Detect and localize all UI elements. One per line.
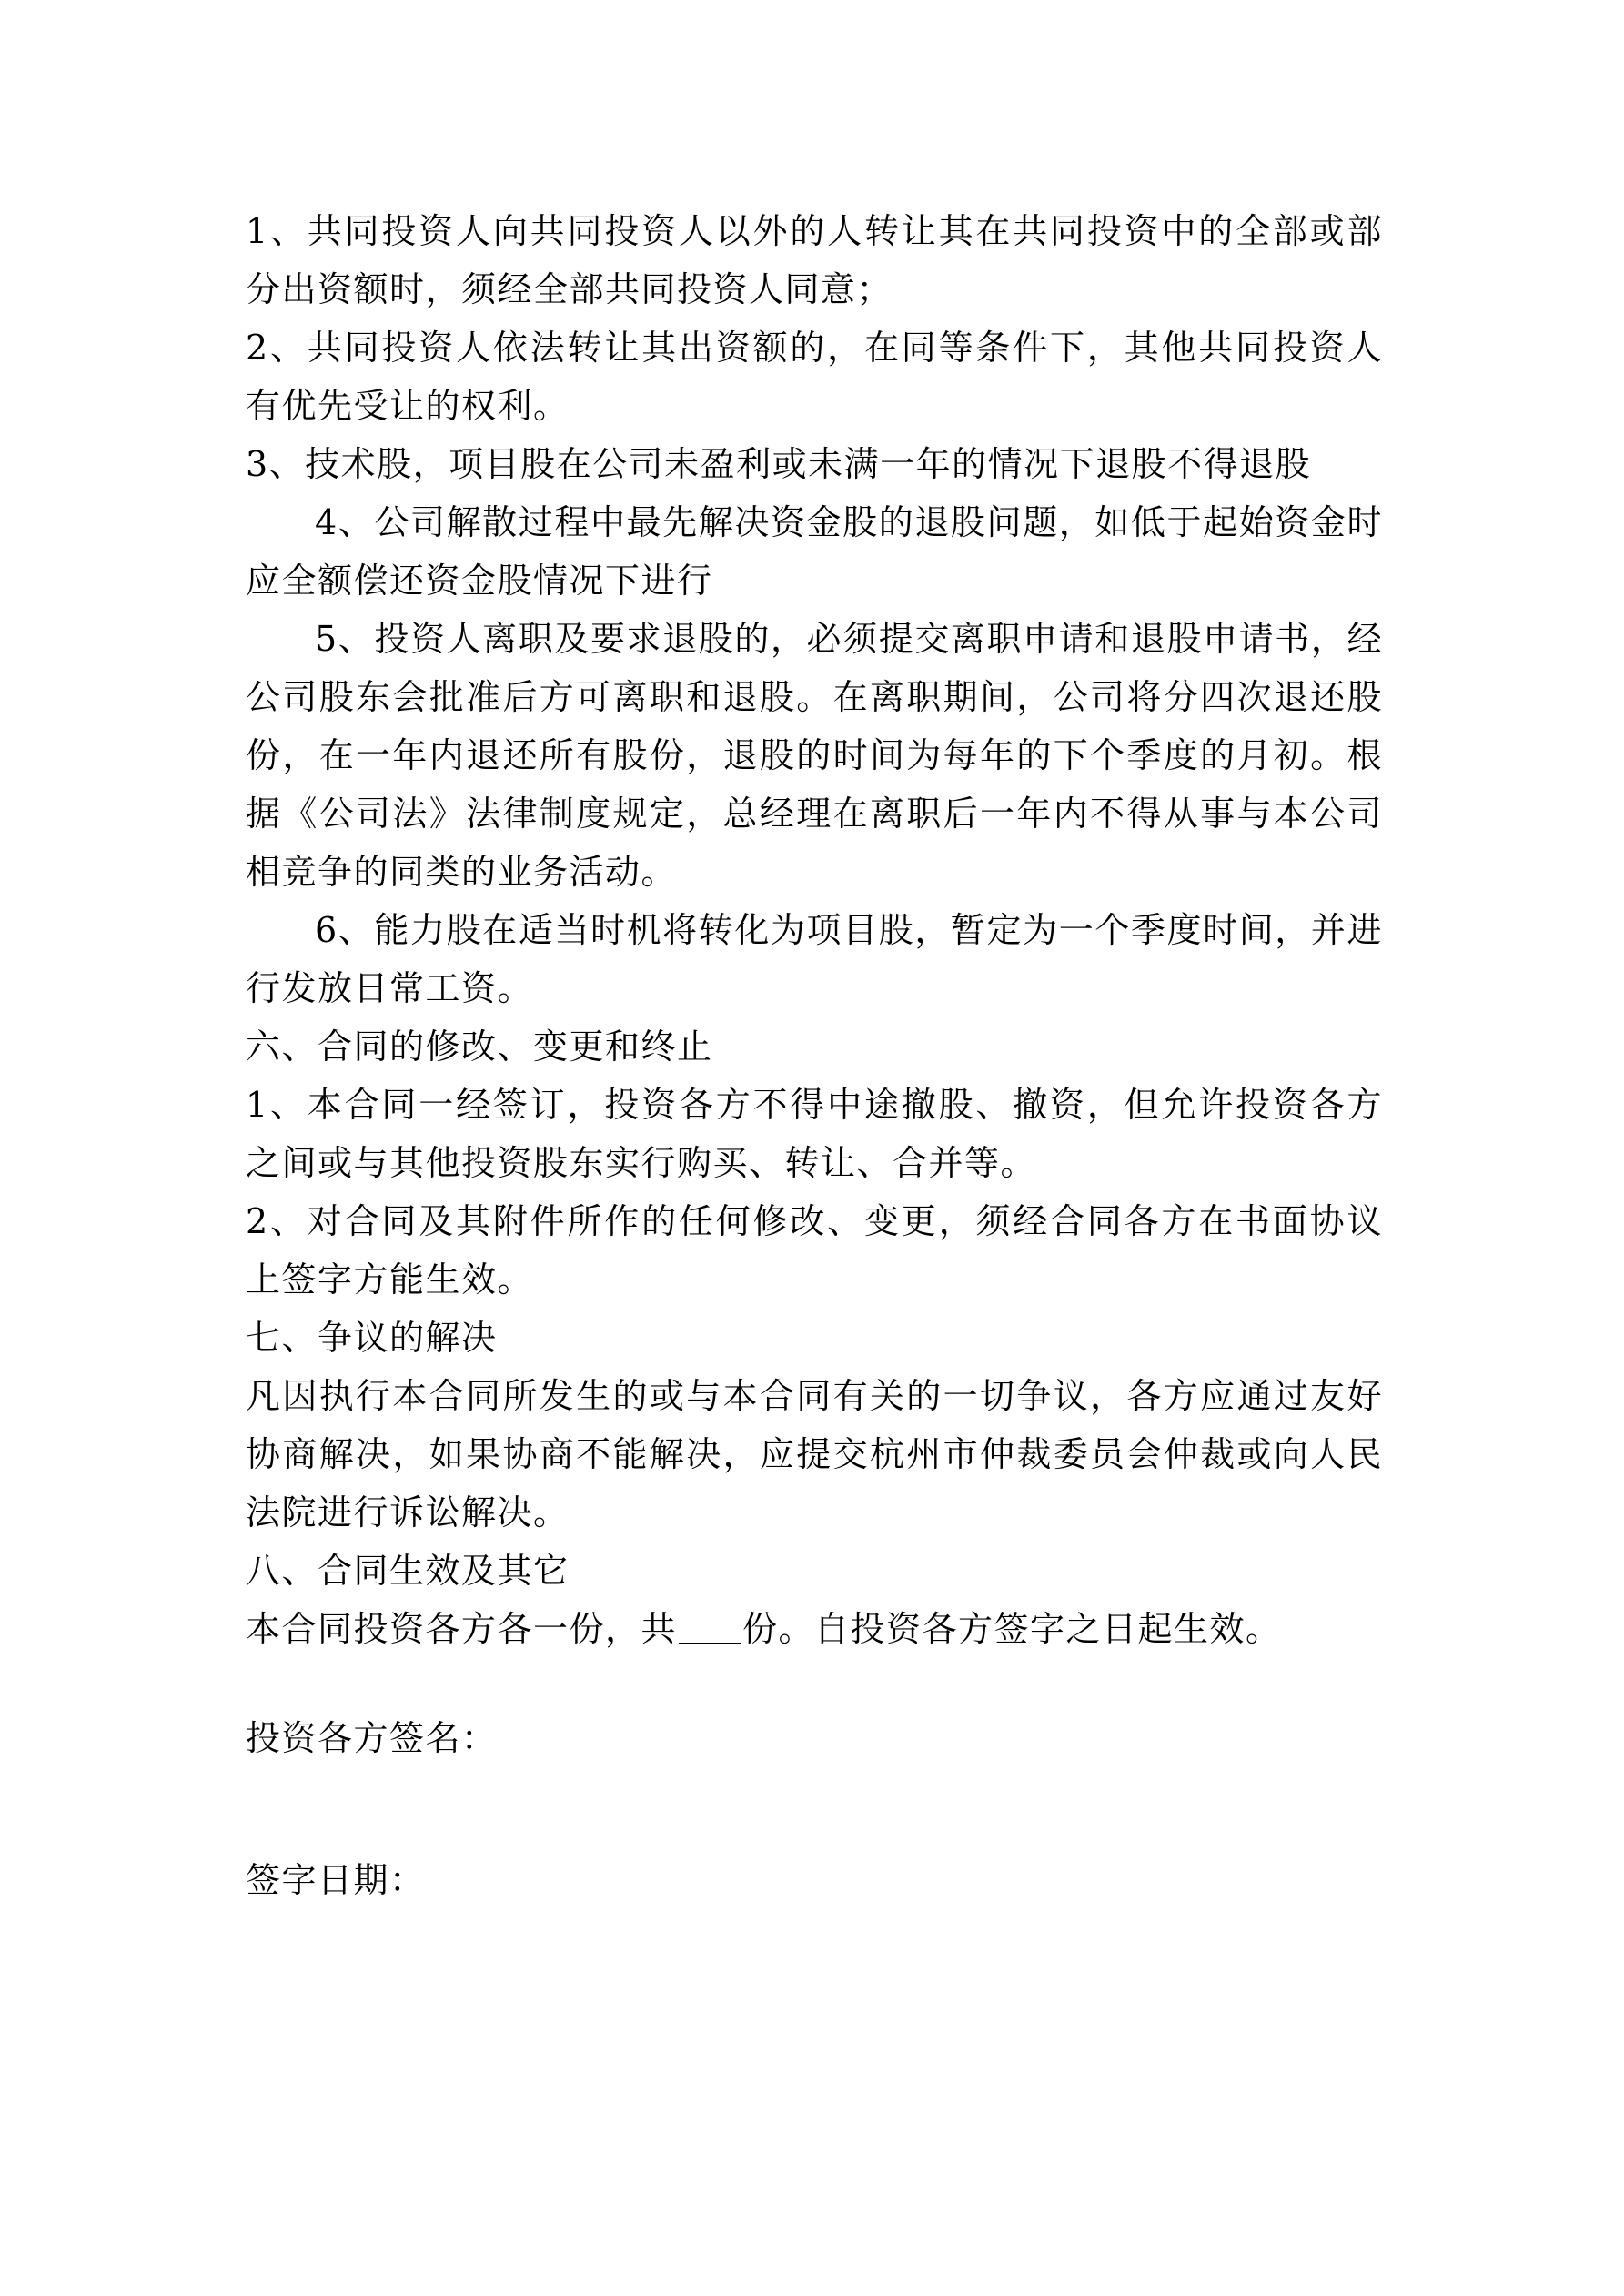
clause-resignation: 5、投资人离职及要求退股的，必须提交离职申请和退股申请书，经公司股东会批准后方可离职和退股。在离职期间，公司将分四次退还股份，在一年内退还所有股份，退股的时间为每年的下个季度的月初。根据《公司法》法律制度规定，总经理在离职后一年内不得从事与本公司相竞争的同类的业务活动。	[246, 619, 1383, 892]
clause-tech-share-withdrawal: 3、技术股，项目股在公司未盈利或未满一年的情况下退股不得退股	[246, 444, 1312, 484]
clause-dissolution: 4、公司解散过程中最先解决资金股的退股问题，如低于起始资金时应全额偿还资金股情况下进行	[246, 502, 1383, 601]
section-heading-dispute: 七、争议的解决	[246, 1318, 498, 1358]
clause-ability-share: 6、能力股在适当时机将转化为项目股，暂定为一个季度时间，并进行发放日常工资。	[246, 910, 1383, 1008]
clause-written-amendment: 2、对合同及其附件所作的任何修改、变更，须经合同各方在书面协议上签字方能生效。	[246, 1201, 1383, 1300]
copies-line-prefix: 本合同投资各方各一份，共	[246, 1609, 678, 1649]
signature-date-label: 签字日期：	[246, 1860, 426, 1900]
spacer	[246, 1658, 1383, 1709]
clause-no-withdrawal: 1、本合同一经签订，投资各方不得中途撤股、撤资，但允许投资各方之间或与其他投资股东实行购买、转让、合并等。	[246, 1085, 1383, 1183]
section-heading-effectiveness: 八、合同生效及其它	[246, 1551, 570, 1591]
spacer	[246, 1767, 1383, 1851]
copies-line-suffix: 份。自投资各方签字之日起生效。	[742, 1609, 1282, 1649]
section-heading-amendment: 六、合同的修改、变更和终止	[246, 1027, 713, 1067]
signature-label: 投资各方签名：	[246, 1718, 498, 1758]
clause-preemptive-right: 2、共同投资人依法转让其出资额的，在同等条件下，其他共同投资人有优先受让的权利。	[246, 328, 1383, 426]
clause-transfer-consent: 1、共同投资人向共同投资人以外的人转让其在共同投资中的全部或部分出资额时，须经全部共同投资人同意；	[246, 211, 1383, 309]
copies-count-blank[interactable]	[679, 1608, 741, 1644]
document-body	[246, 202, 1383, 1909]
copies-line	[246, 1600, 1383, 1658]
clause-dispute-resolution: 凡因执行本合同所发生的或与本合同有关的一切争议，各方应通过友好协商解决，如果协商不能解决，应提交杭州市仲裁委员会仲裁或向人民法院进行诉讼解决。	[246, 1376, 1383, 1532]
